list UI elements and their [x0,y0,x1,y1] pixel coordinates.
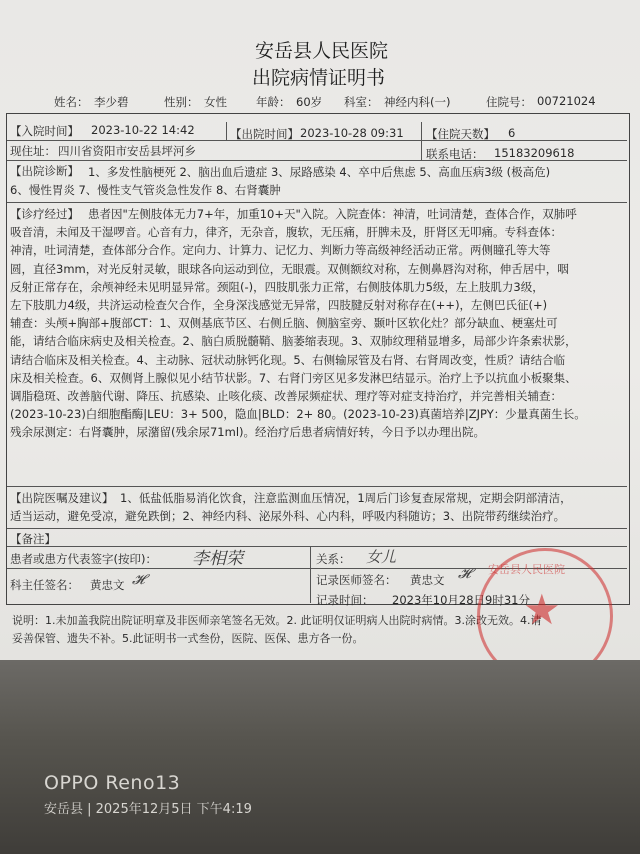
discharge-time: 2023-10-28 09:31 [300,126,404,140]
recorder-name: 黄忠文 [410,573,445,587]
course-line: 患者因"左侧肢体无力7+年，加重10+天"入院。入院查体：神清，吐词清楚，查体合作，双肺呼 [88,207,577,221]
location-time-watermark: 安岳县 | 2025年12月5日 下午4:19 [44,802,252,817]
camera-watermark: OPPO Reno13 [44,772,181,794]
relation-value: 女儿 [366,548,397,566]
relation-label: 关系： [316,552,351,566]
hospital-name: 安岳县人民医院 [255,40,389,62]
address-label: 现住址： [10,144,56,158]
diagnosis-label: 【出院诊断】 [10,164,79,178]
course-line: 左下肢肌力4级，共济运动检查欠合作，全身深浅感觉无异常，四肢腱反射对称存在(++)，左侧巴氏征(+) [10,298,548,313]
recorder-label: 记录医师签名： [316,573,397,587]
star-icon: ★ [523,585,561,634]
course-line: 调脂稳斑、改善脑代谢、降压、抗感染、止咳化痰、改善尿频症状、理疗等对症支持治疗，并完善相关辅查： [10,389,562,404]
record-time: 2023年10月28日9时31分 [392,593,530,607]
course-line: 神清，吐词清楚，查体部分合作。定向力、计算力、记忆力、判断力等高级神经活动正常。两侧瞳孔等大等 [10,243,551,258]
advice-label: 【出院医嘱及建议】 [10,491,114,505]
hospital-days: 6 [508,126,516,140]
discharge-label: 【出院时间】 [230,127,299,141]
director-signature-icon: 𝓗 [132,572,145,588]
note-line: 说明：1.未加盖我院出院证明章及非医师亲笔签名无效。2. 此证明仅证明病人出院时病情。3.涂改无效。4.请 [12,614,542,627]
recorder-signature-icon: 𝓗 [458,566,471,582]
patient-sign-label: 患者或患方代表签字(按印)： [10,552,157,566]
inpatient-number: 00721024 [537,94,596,108]
discharge-advice [10,489,572,525]
patient-signature: 李相荣 [192,549,243,569]
advice-line: 1、低盐低脂易消化饮食，注意监测血压情况，1周后门诊复查尿常规，定期会阴部清洁， [120,491,572,505]
course-line: 床及相关检查。6、双侧肾上腺似见小结节状影。7、右肾门旁区见多发淋巴结显示。治疗上予以抗血小板聚集、 [10,370,577,385]
phone-label: 联系电话： [426,147,484,161]
age-label: 年龄： [256,95,291,109]
phone-number: 15183209618 [494,146,575,160]
course-line: (2023-10-23)白细胞酯酶|LEU：3+ 500，隐血|BLD：2+ 80。(2023-10-23)真菌培养|ZJPY：少量真菌生长。 [10,407,586,422]
note-line: 妥善保管、遗失不补。5.此证明书一式叁份，医院、医保、患方各一份。 [12,632,364,645]
address: 四川省资阳市安岳县坪河乡 [58,144,196,158]
course-line: 吸音清，未闻及干湿啰音。心音有力，律齐，无杂音，腹软，无压痛，肝脾未及，肝肾区无叩痛。专科查体： [10,225,562,240]
document-title: 出院病情证明书 [252,67,386,89]
inpatient-label: 住院号： [486,95,532,109]
dept-label: 科室： [344,95,379,109]
course-label: 【诊疗经过】 [10,207,79,221]
director-name: 黄忠文 [90,578,125,592]
course-line: 残余尿测定：右肾囊肿，尿潴留(残余尿71ml)。经治疗后患者病情好转，今日予以办理出院。 [10,425,485,440]
diagnosis-line: 1、多发性脑梗死 2、脑出血后遗症 3、尿路感染 4、卒中后焦虑 5、高血压病3级 (极高危) [88,165,551,179]
course-line: 辅查：头颅+胸部+腹部CT：1、双侧基底节区、右侧丘脑、侧脑室旁、颞叶区软化灶？部分缺血、梗塞灶可 [10,316,558,331]
days-label: 【住院天数】 [426,127,495,141]
admit-time: 2023-10-22 14:42 [91,123,195,137]
photo-background [0,660,640,854]
advice-line: 适当运动，避免受凉，避免跌倒；2、神经内科、泌尿外科、心内科，呼吸内科随访；3、出院带药继续治疗。 [10,509,566,524]
sex-label: 性别： [164,95,199,109]
diagnosis-line: 6、慢性胃炎 7、慢性支气管炎急性发作 8、右肾囊肿 [10,183,281,198]
course-line: 请结合临床及相关检查。4、主动脉、冠状动脉钙化现。5、右侧输尿管及右肾、右肾周改变，性质？请结合临 [10,352,566,367]
remark-label: 【备注】 [10,532,56,546]
patient-age: 60岁 [296,95,323,109]
department: 神经内科(一) [384,95,451,109]
course-line: 圆，直径3mm，对光反射灵敏，眼球各向运动到位，无眼震。双侧额纹对称，左侧鼻唇沟对称，伸舌居中，咽 [10,261,569,276]
course-line: 反射正常存在，余颅神经未见明显异常。颈阻(-)，四肢肌张力正常，右侧肢体肌力5级，左上肢肌力3级， [10,279,544,294]
director-label: 科主任签名： [10,578,79,592]
record-time-label: 记录时间： [316,593,374,607]
name-label: 姓名： [54,95,89,109]
patient-sex: 女性 [204,95,227,109]
seal-text: 安岳县人民医院 [488,563,565,576]
treatment-course [10,205,586,442]
patient-name: 李少碧 [94,95,129,109]
admit-label: 【入院时间】 [10,124,79,138]
diagnosis-list [10,163,550,199]
course-line: 能，请结合临床病史及相关检查。2、脑白质脱髓鞘、脑萎缩表现。3、双肺纹理稍显增多，局部少许条索状影， [10,334,577,349]
